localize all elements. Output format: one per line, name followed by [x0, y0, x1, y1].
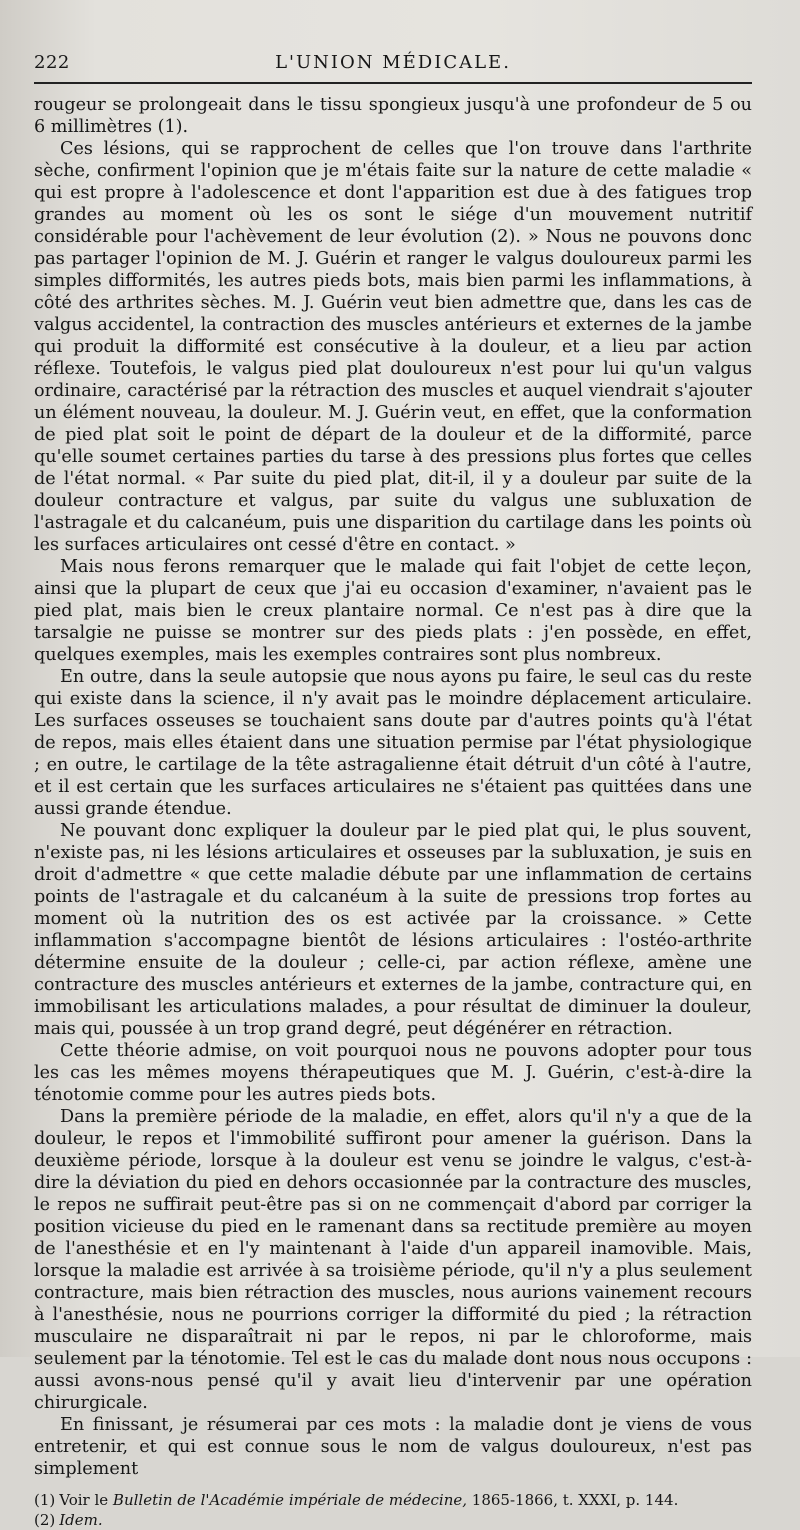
page-number: 222: [34, 52, 70, 73]
footnote-1: [34, 1490, 752, 1510]
page-header: [34, 52, 752, 78]
footnote-citation: Bulletin de l'Académie impériale de médecine,: [112, 1491, 468, 1509]
paragraph-4: En outre, dans la seule autopsie que nous ayons pu faire, le seul cas du reste qui existe dans la science, il n'y avait pas le moindre déplacement articulaire. Les surfaces osseuses se touchaient sans doute par d'autres points qu'à l'état de repos, mais elles étaient dans une situation permise par l'état physiologique ; en outre, le cartilage de la tête astragalienne était détruit d'un côté à l'autre, et il est certain que les surfaces articulaires ne s'étaient pas quittées dans une aussi grande étendue.: [34, 667, 752, 819]
footnote-text: 1865-1866, t. XXXI, p. 144.: [467, 1491, 679, 1509]
footnotes: [34, 1490, 752, 1530]
running-title: L'UNION MÉDICALE.: [275, 52, 511, 73]
footnote-2: [34, 1510, 752, 1530]
paragraph-8: En finissant, je résumerai par ces mots : la maladie dont je viens de vous entretenir, et qui est connue sous le nom de valgus douloureux, n'est pas simplement: [34, 1415, 752, 1479]
header-rule: [34, 82, 752, 84]
footnote-number: (2): [34, 1511, 56, 1529]
paragraph-7: Dans la première période de la maladie, en effet, alors qu'il n'y a que de la douleur, le repos et l'immobilité suffiront pour amener la guérison. Dans la deuxième période, lorsque à la douleur est venu se joindre le valgus, c'est-à-dire la déviation du pied en dehors occasionnée par la contracture des muscles, le repos ne suffirait peut-être pas si on ne commençait d'abord par corriger la position vicieuse du pied en le ramenant dans sa rectitude première au moyen de l'anesthésie et en l'y maintenant à l'aide d'un appareil inamovible. Mais, lorsque la maladie est arrivée à sa troisième période, qu'il n'y a plus seulement contracture, mais bien rétraction des muscles, nous aurions vainement recours à l'anesthésie, nous ne pourrions corriger la difformité du pied ; la rétraction musculaire ne disparaîtrait ni par le repos, ni par le chloroforme, mais seulement par la ténotomie. Tel est le cas du malade dont nous nous occupons : aussi avons-nous pensé qu'il y avait lieu d'intervenir par une opération chirurgicale.: [34, 1107, 752, 1413]
footnote-number: (1): [34, 1491, 56, 1509]
paragraph-1: rougeur se prolongeait dans le tissu spongieux jusqu'à une profondeur de 5 ou 6 millimètres (1).: [34, 95, 752, 137]
paragraph-5: Ne pouvant donc expliquer la douleur par le pied plat qui, le plus souvent, n'existe pas, ni les lésions articulaires et osseuses par la subluxation, je suis en droit d'admettre « que cette maladie débute par une inflammation de certains points de l'astragale et du calcanéum à la suite de pressions trop fortes au moment où la nutrition des os est activée par la croissance. » Cette inflammation s'accompagne bientôt de lésions articulaires : l'ostéo-arthrite détermine ensuite de la douleur ; celle-ci, par action réflexe, amène une contracture des muscles antérieurs et externes de la jambe, contracture qui, en immobilisant les articulations malades, a pour résultat de diminuer la douleur, mais qui, poussée à un trop grand degré, peut dégénérer en rétraction.: [34, 821, 752, 1039]
footnote-citation: Idem.: [59, 1511, 103, 1529]
paragraph-3: Mais nous ferons remarquer que le malade qui fait l'objet de cette leçon, ainsi que la plupart de ceux que j'ai eu occasion d'examiner, n'avaient pas le pied plat, mais bien le creux plantaire normal. Ce n'est pas à dire que la tarsalgie ne puisse se montrer sur des pieds plats : j'en possède, en effet, quelques exemples, mais les exemples contraires sont plus nombreux.: [34, 557, 752, 665]
body-text: [34, 94, 752, 1480]
footnote-text: Voir le: [59, 1491, 113, 1509]
paragraph-6: Cette théorie admise, on voit pourquoi nous ne pouvons adopter pour tous les cas les mêmes moyens thérapeutiques que M. J. Guérin, c'est-à-dire la ténotomie comme pour les autres pieds bots.: [34, 1041, 752, 1105]
paragraph-2: Ces lésions, qui se rapprochent de celles que l'on trouve dans l'arthrite sèche, confirment l'opinion que je m'étais faite sur la nature de cette maladie « qui est propre à l'adolescence et dont l'apparition est due à des fatigues trop grandes au moment où les os sont le siége d'un mouvement nutritif considérable pour l'achèvement de leur évolution (2). » Nous ne pouvons donc pas partager l'opinion de M. J. Guérin et ranger le valgus douloureux parmi les simples difformités, les autres pieds bots, mais bien parmi les inflammations, à côté des arthrites sèches. M. J. Guérin veut bien admettre que, dans les cas de valgus accidentel, la contraction des muscles antérieurs et externes de la jambe qui produit la difformité est consécutive à la douleur, et a lieu par action réflexe. Toutefois, le valgus pied plat douloureux n'est pour lui qu'un valgus ordinaire, caractérisé par la rétraction des muscles et auquel viendrait s'ajouter un élément nouveau, la douleur. M. J. Guérin veut, en effet, que la conformation de pied plat soit le point de départ de la douleur et de la difformité, parce qu'elle soumet certaines parties du tarse à des pressions plus fortes que celles de l'état normal. « Par suite du pied plat, dit-il, il y a douleur par suite de la douleur contracture et valgus, par suite du valgus une subluxation de l'astragale et du calcanéum, puis une disparition du cartilage dans les points où les surfaces articulaires ont cessé d'être en contact. »: [34, 139, 752, 555]
